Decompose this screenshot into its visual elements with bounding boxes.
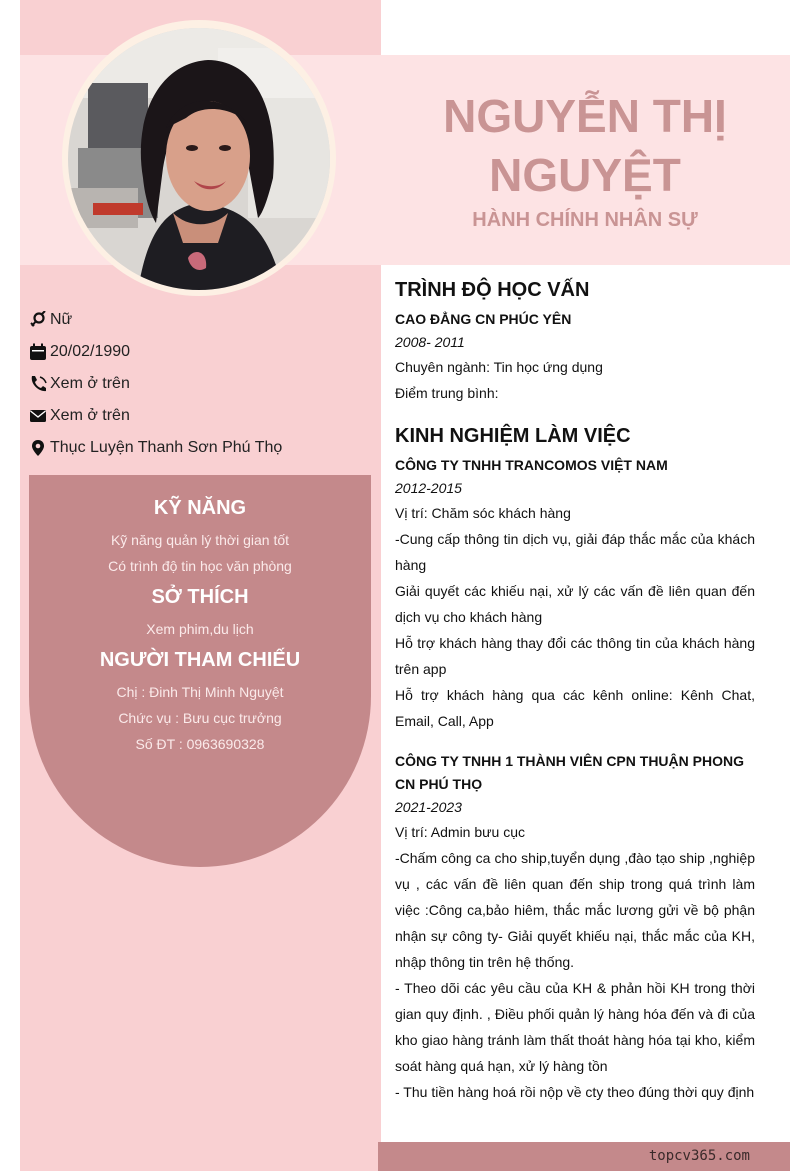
main-content	[395, 276, 755, 1105]
experience-title: KINH NGHIỆM LÀM VIỆC	[395, 425, 631, 447]
location-icon	[28, 438, 48, 458]
education-major: Chuyên ngành: Tin học ứng dụng	[395, 359, 603, 375]
contact-birthday	[28, 336, 378, 368]
skill-item: Kỹ năng quản lý thời gian tốt	[110, 532, 290, 548]
reference-item: Số ĐT : 0963690328	[135, 736, 265, 752]
reference-item: Chức vụ : Bưu cục trưởng	[118, 710, 282, 726]
job-line: Hỗ trợ khách hàng thay đổi các thông tin của khách hàng trên app	[395, 635, 755, 677]
skills-panel	[29, 475, 371, 867]
hobby-item: Xem phim,du lịch	[146, 621, 254, 637]
phone-text: Xem ở trên	[50, 375, 130, 392]
job-line: Hỗ trợ khách hàng qua các kênh online: Kênh Chat, Email, Call, App	[395, 687, 755, 729]
contact-gender	[28, 304, 378, 336]
footer-bar	[378, 1142, 790, 1171]
job-company: CÔNG TY TNHH TRANCOMOS VIỆT NAM	[395, 457, 668, 473]
job-title: HÀNH CHÍNH NHÂN SỰ	[472, 209, 698, 231]
job-line: - Thu tiền hàng hoá rồi nộp về cty theo đúng thời quy định	[395, 1084, 755, 1100]
references-title: NGƯỜI THAM CHIẾU	[99, 649, 301, 671]
contact-phone	[28, 368, 378, 400]
job-line: Vị trí: Chăm sóc khách hàng	[395, 505, 571, 521]
birthday-text: 20/02/1990	[50, 343, 131, 360]
contact-info	[28, 304, 378, 464]
job-line: Giải quyết các khiếu nại, xử lý các vấn đề liên quan đến dịch vụ cho khách hàng	[395, 583, 755, 625]
name-line-1: NGUYỄN THỊ	[443, 90, 727, 142]
skills-title: KỸ NĂNG	[153, 497, 247, 519]
email-text: Xem ở trên	[50, 407, 130, 424]
job-line: Vị trí: Admin bưu cục	[395, 824, 525, 840]
hobbies-title: SỞ THÍCH	[151, 586, 249, 608]
address-text: Thục Luyện Thanh Sơn Phú Thọ	[50, 439, 283, 456]
job-period: 2012-2015	[395, 480, 462, 496]
skill-item: Có trình độ tin học văn phòng	[108, 558, 292, 574]
avatar	[68, 28, 330, 290]
school-name: CAO ĐẲNG CN PHÚC YÊN	[395, 311, 572, 327]
watermark: topcv365.com	[648, 1148, 750, 1164]
contact-address	[28, 432, 378, 464]
gender-text: Nữ	[50, 311, 73, 328]
reference-item: Chị : Đinh Thị Minh Nguyệt	[116, 684, 284, 700]
gender-icon	[28, 310, 48, 330]
education-gpa: Điểm trung bình:	[395, 385, 499, 401]
contact-email	[28, 400, 378, 432]
name-line-2: NGUYỆT	[489, 149, 681, 201]
job-line: - Theo dõi các yêu cầu của KH & phản hồi KH trong thời gian quy định. , Điều phối quản lý hàng hóa đến và đi của kho giao hàng tránh làm thất thoát hàng hóa tại kho, kiểm soát hàng quá hạn, xử lý hàng tồn	[395, 980, 755, 1074]
email-icon	[28, 406, 48, 426]
job-line: -Chấm công ca cho ship,tuyển dụng ,đào tạo ship ,nghiệp vụ , các vấn đề liên quan đến ship trong quá trình làm việc :Công ca,bảo hiêm, thắc mắc lương gửi về bộ phận nhận sự công ty- Giải quyết khiếu nại, thắc mắc của KH, nhập thông tin trên hệ thống.	[395, 850, 755, 970]
calendar-icon	[28, 342, 48, 362]
education-period: 2008- 2011	[395, 334, 465, 350]
job-line: -Cung cấp thông tin dịch vụ, giải đáp thắc mắc của khách hàng	[395, 531, 755, 573]
education-title: TRÌNH ĐỘ HỌC VẤN	[395, 279, 590, 301]
job-company: CÔNG TY TNHH 1 THÀNH VIÊN CPN THUẬN PHONG CN PHÚ THỌ	[395, 753, 744, 792]
phone-icon	[28, 374, 48, 394]
job-period: 2021-2023	[395, 799, 462, 815]
